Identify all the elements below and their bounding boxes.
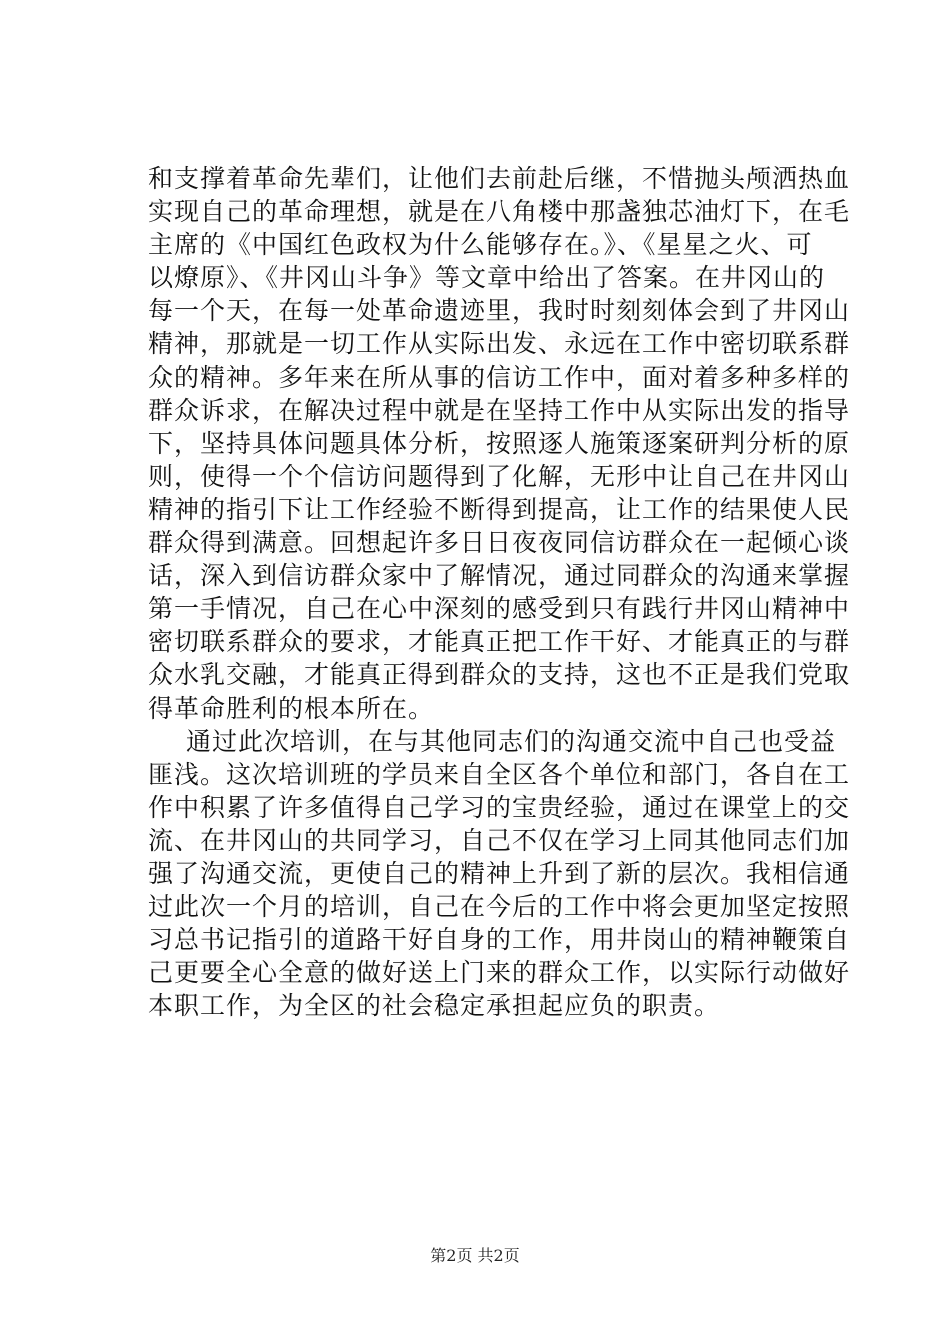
text-line: 主席的《中国红色政权为什么能够存在。》、《星星之火、可: [148, 230, 813, 260]
paragraph: [148, 725, 851, 1023]
text-line: 过此次一个月的培训，自己在今后的工作中将会更加坚定按照: [148, 892, 851, 922]
text-line: 则，使得一个个信访问题得到了化解，无形中让自己在井冈山: [148, 461, 851, 491]
text-line: 强了沟通交流，更使自己的精神上升到了新的层次。我相信通: [148, 858, 851, 888]
text-line: 本职工作，为全区的社会稳定承担起应负的职责。: [148, 991, 721, 1021]
text-line: 实现自己的革命理想，就是在八角楼中那盏独芯油灯下，在毛: [148, 197, 851, 227]
text-line: 匪浅。这次培训班的学员来自全区各个单位和部门，各自在工: [148, 759, 851, 789]
text-line: 第一手情况，自己在心中深刻的感受到只有践行井冈山精神中: [148, 594, 851, 624]
text-line: 以燎原》、《井冈山斗争》等文章中给出了答案。在井冈山的: [148, 263, 826, 293]
page-footer: [0, 1246, 950, 1266]
text-line: 精神，那就是一切工作从实际出发、永远在工作中密切联系群: [148, 329, 851, 359]
text-line: 每一个天，在每一处革命遗迹里，我时时刻刻体会到了井冈山: [148, 296, 851, 326]
text-line: 作中积累了许多值得自己学习的宝贵经验，通过在课堂上的交: [148, 792, 851, 822]
text-line: 群众得到满意。回想起许多日日夜夜同信访群众在一起倾心谈: [148, 528, 851, 558]
text-line: 密切联系群众的要求，才能真正把工作干好、才能真正的与群: [148, 627, 851, 657]
page-number-label: 第2页 共2页: [430, 1246, 520, 1265]
paragraph: [148, 162, 851, 725]
text-line: 众水乳交融，才能真正得到群众的支持，这也不正是我们党取: [148, 660, 851, 690]
document-body: [148, 162, 851, 1022]
text-line: 流、在井冈山的共同学习，自己不仅在学习上同其他同志们加: [148, 825, 851, 855]
text-line: 通过此次培训，在与其他同志们的沟通交流中自己也受益: [186, 726, 837, 756]
text-line: 得革命胜利的根本所在。: [148, 693, 435, 723]
text-line: 群众诉求，在解决过程中就是在坚持工作中从实际出发的指导: [148, 395, 851, 425]
text-line: 己更要全心全意的做好送上门来的群众工作，以实际行动做好: [148, 958, 851, 988]
text-line: 精神的指引下让工作经验不断得到提高，让工作的结果使人民: [148, 494, 851, 524]
text-line: 众的精神。多年来在所从事的信访工作中，面对着多种多样的: [148, 362, 851, 392]
text-line: 习总书记指引的道路干好自身的工作，用井岗山的精神鞭策自: [148, 925, 851, 955]
text-line: 话，深入到信访群众家中了解情况，通过同群众的沟通来掌握: [148, 561, 851, 591]
text-line: 下，坚持具体问题具体分析，按照逐人施策逐案研判分析的原: [148, 428, 851, 458]
text-line: 和支撑着革命先辈们，让他们去前赴后继，不惜抛头颅洒热血: [148, 164, 851, 193]
